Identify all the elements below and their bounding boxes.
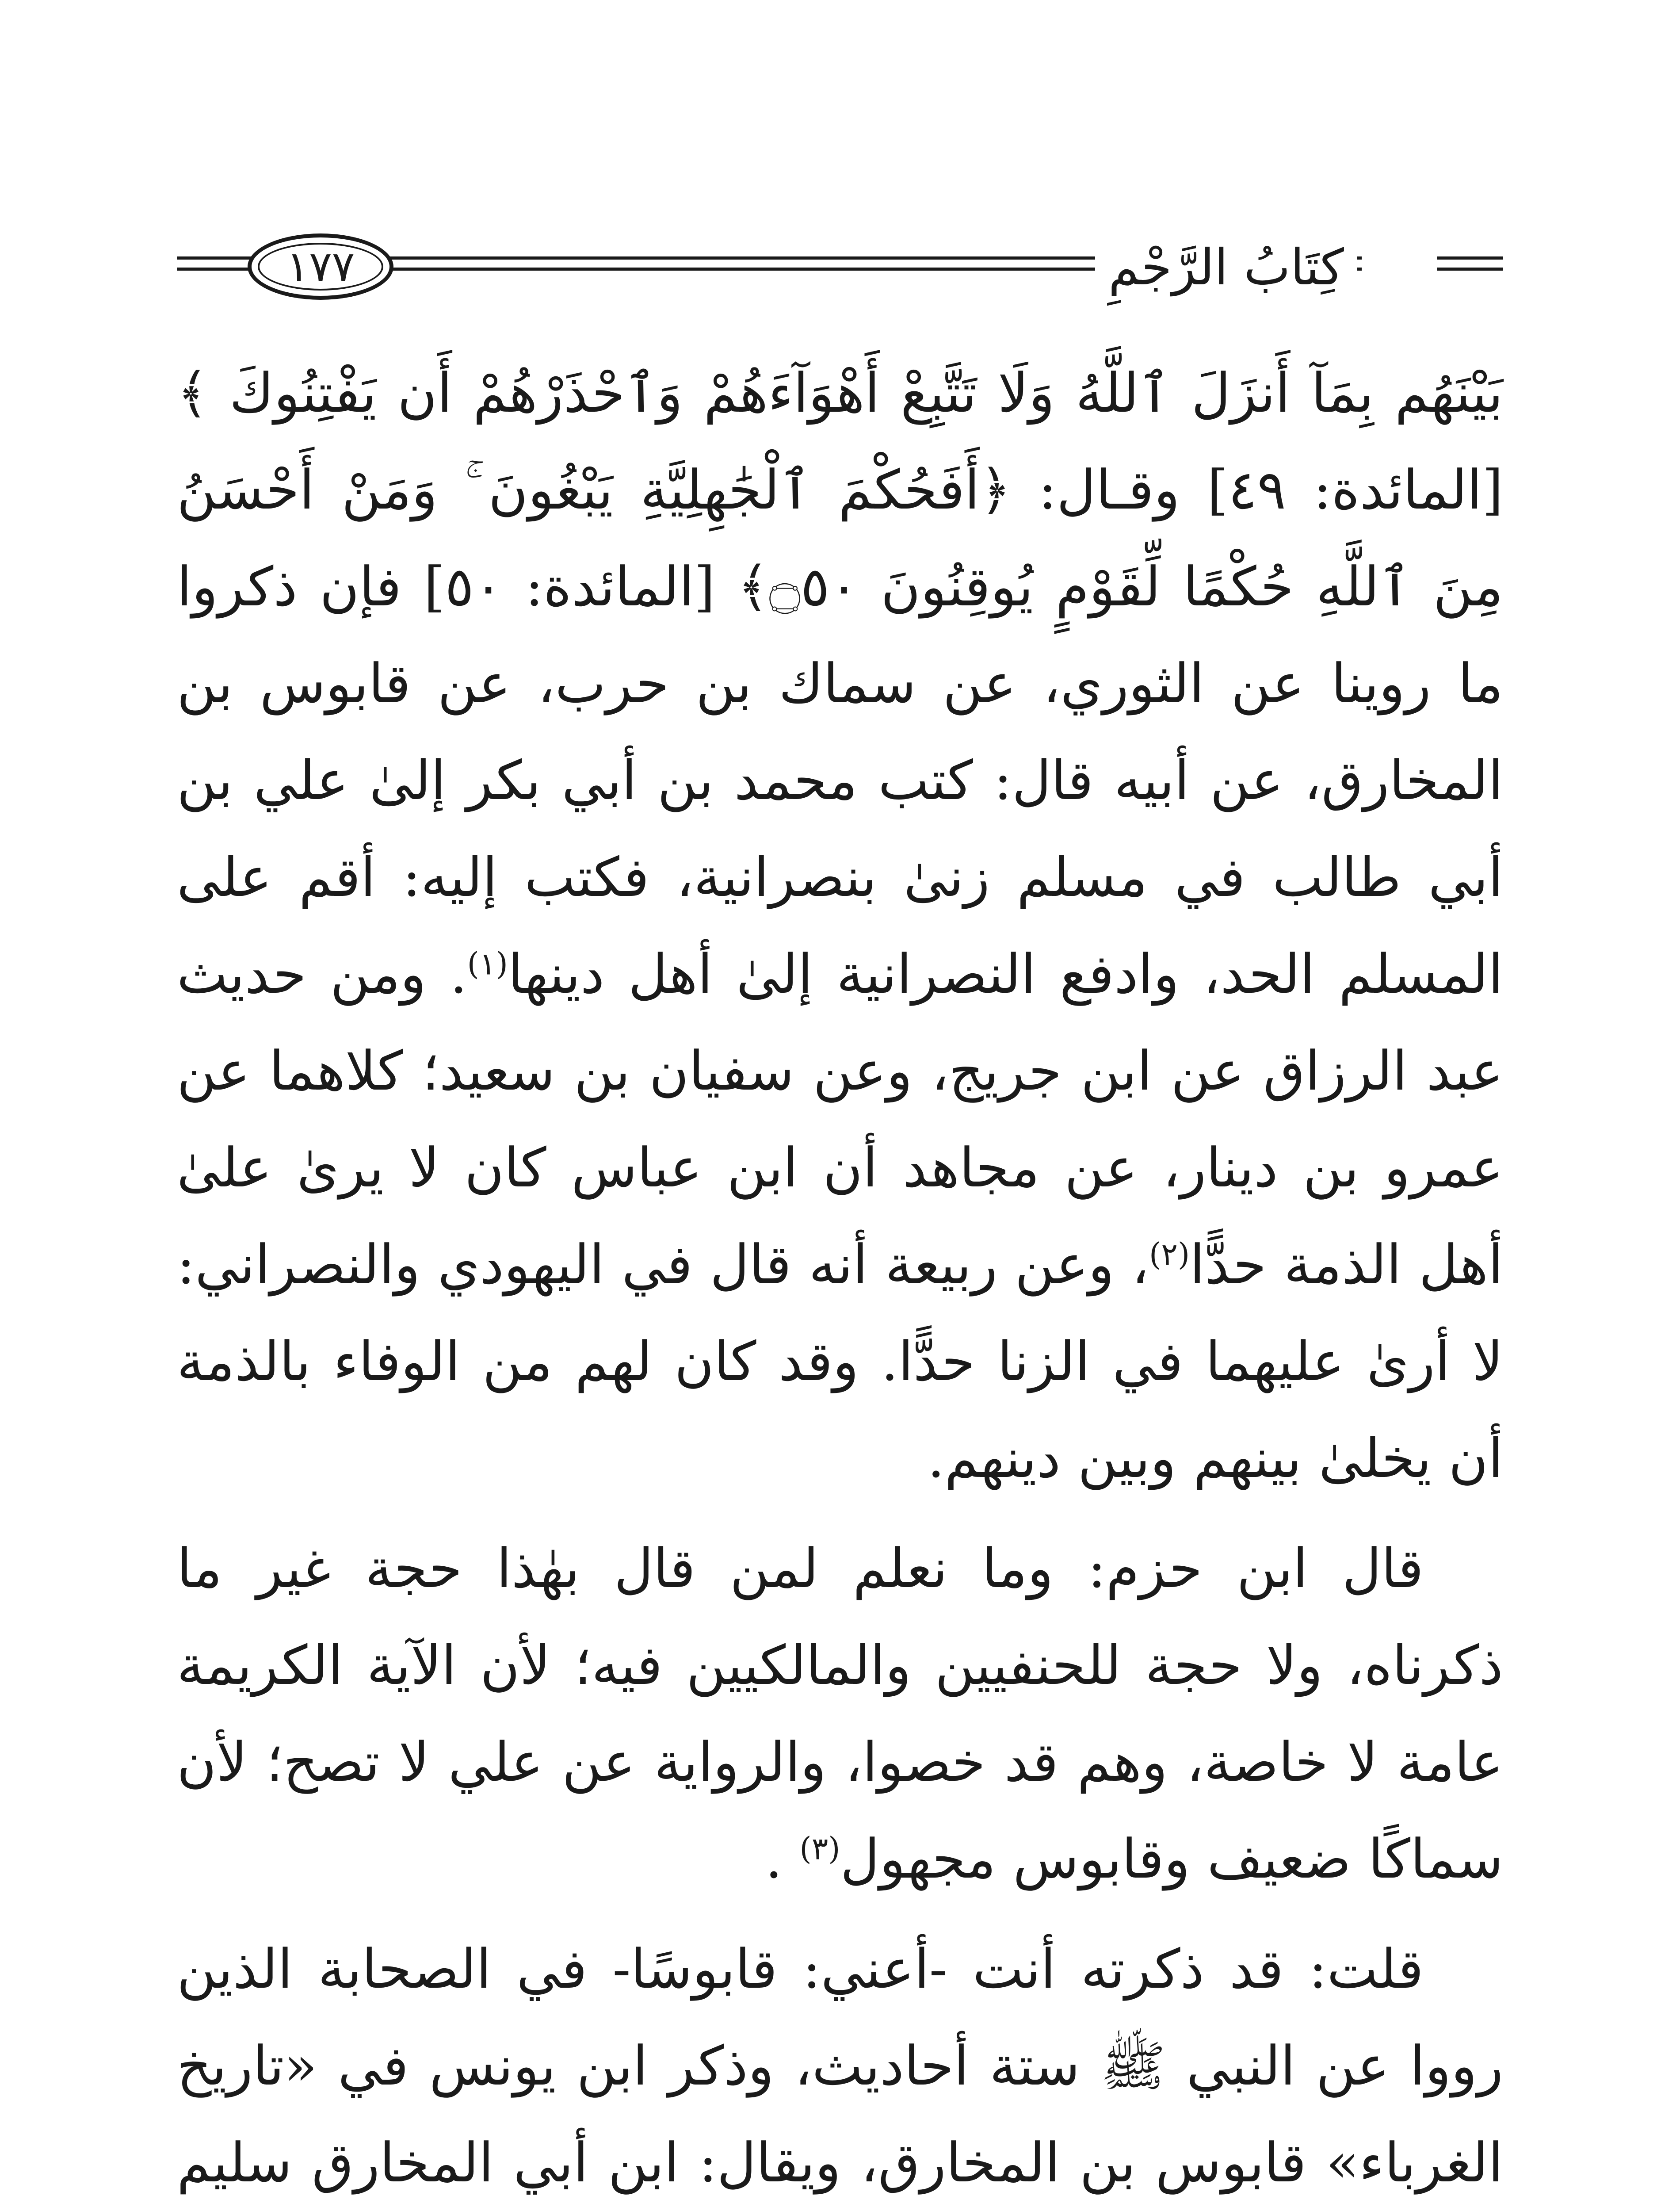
header-rule-right — [1437, 256, 1503, 260]
page-number-badge — [248, 233, 393, 300]
paragraph-2-text: قال ابن حزم: وما نعلم لمن قال بهٰذا حجة غير ما ذكرناه، ولا حجة للحنفيين والمالكيين فيه؛ لأن الآية الكريمة عامة لا خاصة، وهم قد خصوا، والرواية عن علي لا تصح؛ لأن سماكًا ضعيف وقابوس مجهول — [177, 1537, 1503, 1890]
quran-verse-49: بَيْنَهُم بِمَآ أَنزَلَ ٱللَّهُ وَلَا تَتَّبِعْ أَهْوَآءَهُمْ وَٱحْذَرْهُمْ أَن يَفْتِنُوكَ ﴾ [المائدة: ٤٩] — [177, 362, 1504, 521]
main-text — [177, 345, 1503, 2211]
header-rule-left-2 — [177, 268, 252, 271]
paragraph-3 — [177, 1921, 1503, 2211]
paragraph-3-text-a: قلت: قد ذكرته أنت -أعني: قابوسًا- في الصحابة الذين رووا عن النبي ﷺ ستة أحاديث، وذكر ابن يونس في «تاريخ الغرباء» قابوس بن المخارق، ويقال: ابن أبي المخارق سليم — [177, 1938, 1503, 2194]
paragraph-2-end: . — [765, 1828, 800, 1890]
paragraph-1 — [177, 345, 1503, 1507]
footnote-ref-2[interactable]: (٢) — [1149, 1236, 1190, 1273]
qala-label: وقـال: — [1038, 459, 1180, 521]
paragraph-1-text-c: ، وعن ربيعة أنه قال في اليهودي والنصراني: لا أرىٰ عليهما في الزنا حدًّا. وقد كان لهم من الوفاء بالذمة أن يخلىٰ بينهم وبين دينهم. — [177, 1233, 1503, 1490]
quran-verse-50: ﴿أَفَحُكْمَ ٱلْجَٰهِلِيَّةِ يَبْغُونَ ۚ وَمَنْ أَحْسَنُ مِنَ ٱللَّهِ حُكْمًا لِّقَوْمٍ يُوقِنُونَ ۝٥٠﴾ — [177, 459, 1504, 618]
page-header — [177, 230, 1503, 305]
page-number: ١٧٧ — [286, 242, 355, 291]
page-number-ornament — [258, 243, 383, 291]
paragraph-1-text-b: . ومن حديث عبد الرزاق عن ابن جريج، وعن سفيان بن سعيد؛ كلاهما عن عمرو بن دينار، عن مجاهد أن ابن عباس كان لا يرىٰ علىٰ أهل الذمة حدًّا — [177, 943, 1503, 1296]
footnote-ref-1[interactable]: (١) — [467, 945, 508, 982]
paragraph-1-text-a: [المائدة: ٥٠] فإن ذكروا ما روينا عن الثوري، عن سماك بن حرب، عن قابوس بن المخارق، عن أبيه قال: كتب محمد بن أبي بكر إلىٰ علي بن أبي طالب في مسلم زنىٰ بنصرانية، فكتب إليه: أقم على المسلم الحد، وادفع النصرانية إلىٰ أهل دينها — [177, 555, 1503, 1006]
header-rule-right-2 — [1437, 268, 1503, 271]
chapter-title: كِتَابُ الرَّجْمِ — [1095, 234, 1357, 301]
footnote-ref-3[interactable]: (٣) — [799, 1830, 840, 1867]
header-rule-left — [177, 256, 252, 260]
paragraph-2 — [177, 1520, 1503, 1908]
